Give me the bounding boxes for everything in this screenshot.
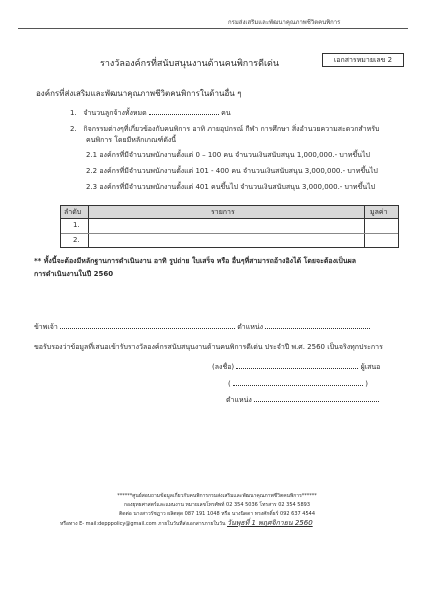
- table-col-divider: [88, 206, 89, 247]
- signer-position-label: ตำแหน่ง: [226, 396, 252, 404]
- header-department: กรมส่งเสริมและพัฒนาคุณภาพชีวิตคนพิการ: [228, 19, 341, 26]
- signature-field[interactable]: [236, 368, 358, 369]
- declaration-line: [34, 323, 370, 332]
- item-1: [70, 109, 231, 118]
- table-row-no: 1.: [73, 221, 80, 229]
- item-2-line1: [70, 125, 379, 134]
- signature-line: [212, 363, 380, 372]
- form-tag-box: เอกสารหมายเลข 2: [322, 53, 404, 67]
- printed-name-line: [228, 380, 368, 389]
- footer-line-2: กองยุทธศาสตร์และแผนงาน หมายเลขโทรศัพท์ 02 354 5036 โทรสาร 02 354 5893: [123, 502, 311, 508]
- org-line: [36, 87, 242, 100]
- item-1-blank[interactable]: [149, 114, 219, 115]
- printed-name-field[interactable]: [233, 385, 363, 386]
- item-2-prefix: 2.: [70, 125, 77, 133]
- header-rule: [18, 28, 408, 29]
- table-header-value: มูลค่า: [370, 208, 388, 216]
- criteria-item: 2.3 องค์กรที่มีจำนวนพนักงานตั้งแต่ 401 คนขึ้นไป จำนวนเงินสนับสนุน 3,000,000.- บาทขึ้นไป: [86, 183, 376, 191]
- criteria-item: 2.2 องค์กรที่มีจำนวนพนักงานตั้งแต่ 101 - 400 คน จำนวนเงินสนับสนุน 3,000,000.- บาทขึ้นไป: [86, 167, 378, 175]
- org-line-label: องค์กรที่ส่งเสริมและพัฒนาคุณภาพชีวิตคนพิการในด้านอื่น ๆ: [36, 89, 242, 98]
- declarant-position-field[interactable]: [265, 328, 370, 329]
- item-2-text-1: กิจกรรมต่างๆที่เกี่ยวข้องกับคนพิการ อาทิ ภายอุปกรณ์ กีฬา การศึกษา สิ่งอำนวยความสะดวกสำหรับ: [83, 125, 380, 133]
- items-table: [60, 205, 399, 248]
- footer-line-4: [60, 520, 313, 528]
- declarant-label: ข้าพเจ้า: [34, 323, 58, 331]
- footer-line-1: ******ศูนย์สอบถามข้อมูลเกี่ยวกับคนพิการกรมส่งเสริมและพัฒนาคุณภาพชีวิตคนพิการ******: [117, 493, 317, 499]
- table-header-no: ลำดับ: [64, 208, 82, 216]
- table-row-divider: [61, 233, 398, 234]
- table-row-no: 2.: [73, 236, 80, 244]
- signer-position-line: [226, 396, 379, 405]
- item-1-prefix: 1.: [70, 109, 77, 117]
- paren-close: ): [365, 380, 368, 388]
- note-line-2: การดำเนินงานในปี 2560: [34, 270, 114, 278]
- proposer-label: ผู้เสนอ: [360, 363, 381, 371]
- deadline-date: วันพุธที่ 1 พฤศจิกายน 2560: [227, 519, 313, 527]
- signer-position-field[interactable]: [254, 401, 379, 402]
- declarant-name-field[interactable]: [60, 328, 235, 329]
- item-2-text-2: คนพิการ โดยมีหลักเกณฑ์ดังนี้: [86, 136, 177, 144]
- item-1-text: จำนวนลูกจ้างทั้งหมด: [83, 109, 147, 117]
- footer-line-3: ติดต่อ นางสาวรัชฎาว ผลิตพุด 087 191 1048 หรือ นางนิดดา ทรงศักดิ์ธร์ 092 637 4544: [119, 511, 315, 517]
- criteria-item: 2.1 องค์กรที่มีจำนวนพนักงานตั้งแต่ 0 – 100 คน จำนวนเงินสนับสนุน 1,000,000.- บาทขึ้นไป: [86, 151, 370, 159]
- declarant-position-label: ตำแหน่ง: [237, 323, 264, 331]
- certify-text: ขอรับรองว่าข้อมูลที่เสนอเข้ารับรางวัลองค์กรสนับสนุนงานด้านคนพิการดีเด่น ประจำปี พ.ศ. 2560 เป็นจริงทุกประการ: [34, 343, 383, 351]
- paren-open: (: [228, 380, 231, 388]
- item-1-unit: คน: [221, 109, 231, 117]
- footer-email-text: หรือทาง E- mail:depppolicy@gmail.com ภายในวันที่ส่งเอกสารภายในวัน: [60, 521, 226, 527]
- table-header-items: รายการ: [211, 208, 235, 216]
- table-col-divider: [364, 206, 365, 247]
- document-title: รางวัลองค์กรที่สนับสนุนงานด้านคนพิการดีเด่น: [100, 59, 280, 69]
- sign-label: (ลงชื่อ): [212, 363, 235, 371]
- note-line-1: ** ทั้งนี้จะต้องมีหลักฐานการดำเนินงาน อาทิ รูปถ่าย ใบเสร็จ หรือ อื่นๆที่สามารถอ้างอิงได้ โดยจะต้องเป็นผล: [34, 257, 357, 265]
